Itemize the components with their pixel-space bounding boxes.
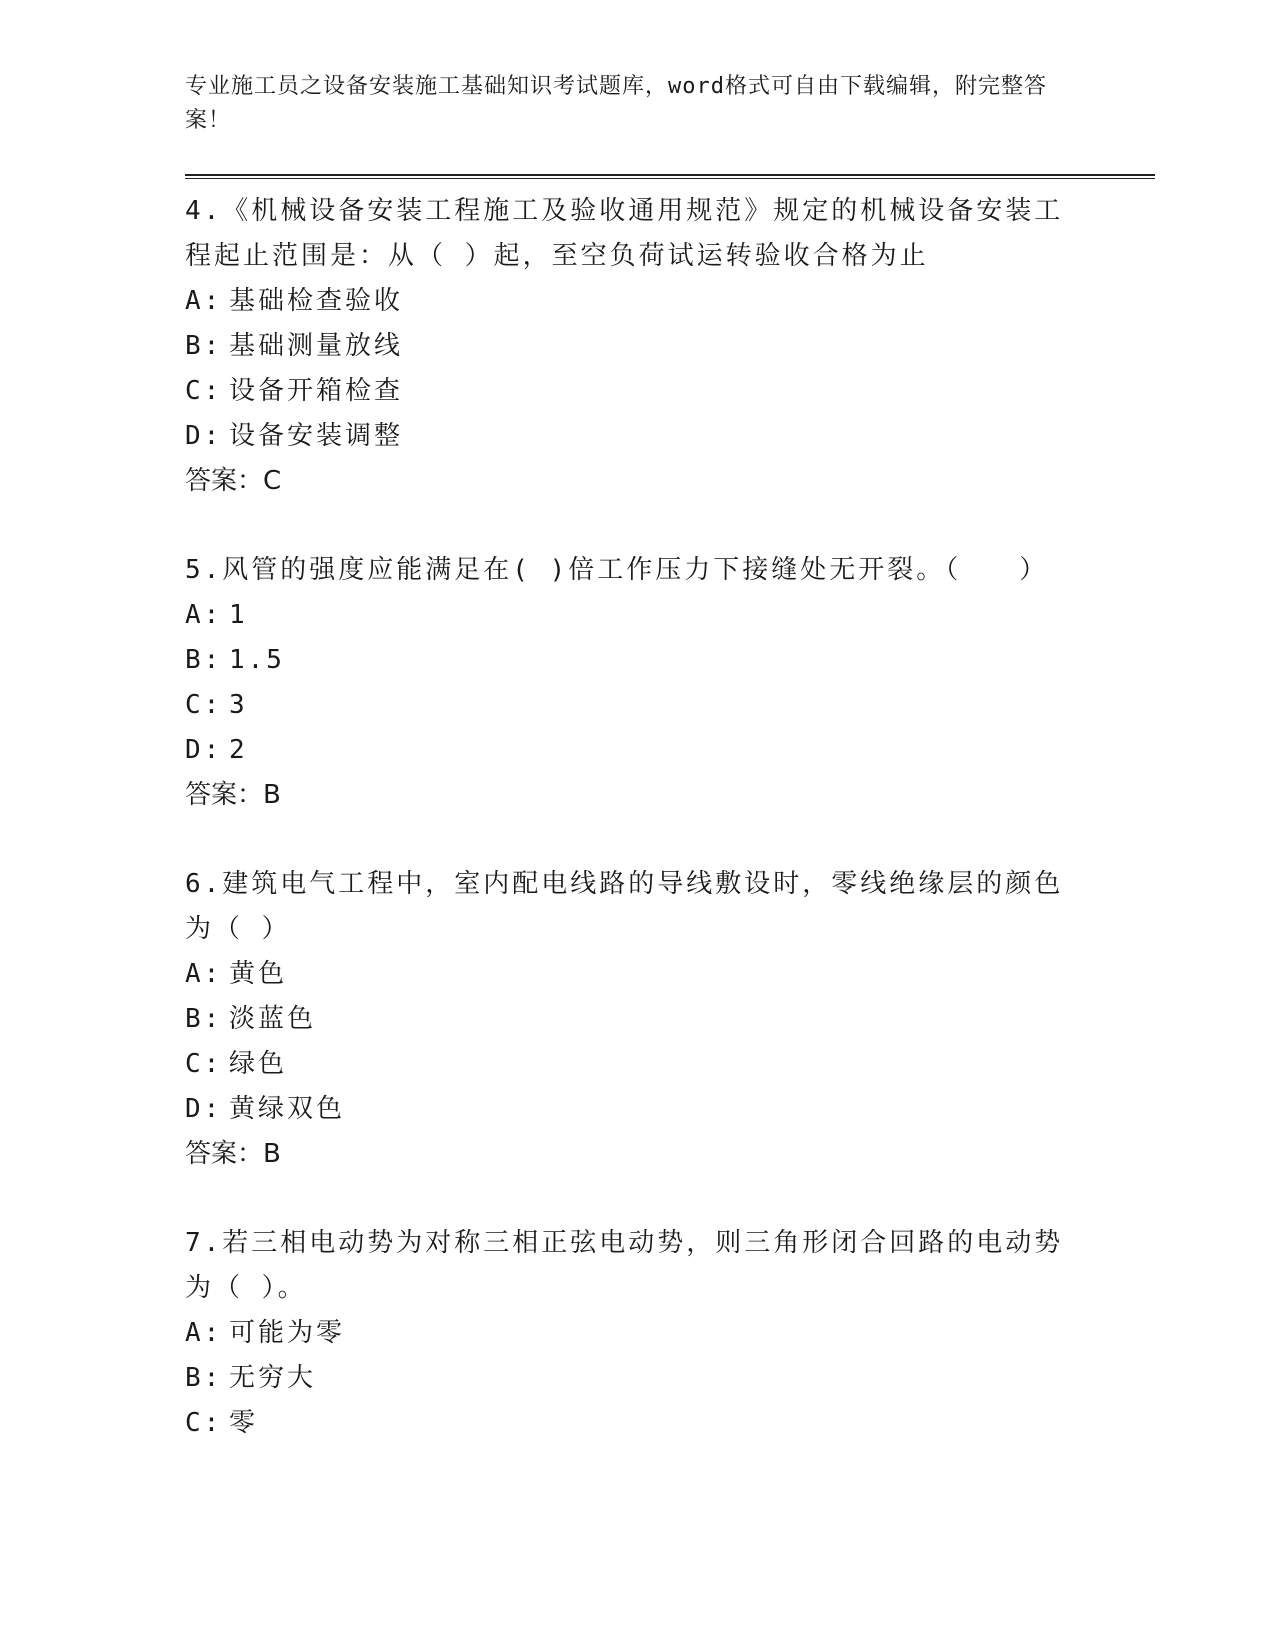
question-5 <box>185 548 1155 818</box>
question-text: 5.风管的强度应能满足在( )倍工作压力下接缝处无开裂。（ ） <box>185 555 1049 585</box>
option-letter: A: <box>185 600 223 630</box>
answer-line: 答案：B <box>185 1139 281 1169</box>
option-text: 1 <box>229 600 248 630</box>
option-text: 基础检查验收 <box>229 286 404 316</box>
document-header: 专业施工员之设备安装施工基础知识考试题库，word格式可自由下载编辑，附完整答案！ <box>185 74 1047 133</box>
answer-line: 答案：C <box>185 466 282 496</box>
option-letter: A: <box>185 959 223 989</box>
option-text: 设备开箱检查 <box>229 376 404 406</box>
question-4 <box>185 189 1155 504</box>
option-text: 零 <box>229 1408 259 1438</box>
option-text: 2 <box>229 735 248 765</box>
option-letter: A: <box>185 1318 223 1348</box>
question-text: 7.若三相电动势为对称三相正弦电动势，则三角形闭合回路的电动势为（ ）。 <box>185 1228 1064 1303</box>
header-divider <box>185 174 1155 179</box>
option-a <box>185 952 1155 997</box>
option-b <box>185 638 1155 683</box>
option-text: 1.5 <box>229 645 285 675</box>
option-letter: C: <box>185 1049 223 1079</box>
option-text: 3 <box>229 690 248 720</box>
option-b <box>185 1356 1155 1401</box>
option-text: 绿色 <box>229 1049 288 1079</box>
option-b <box>185 997 1155 1042</box>
question-text: 6.建筑电气工程中，室内配电线路的导线敷设时，零线绝缘层的颜色为（ ） <box>185 869 1064 944</box>
option-c <box>185 1401 1155 1446</box>
option-d <box>185 1087 1155 1132</box>
option-text: 黄绿双色 <box>229 1094 346 1124</box>
document-page <box>185 70 1155 1446</box>
option-a <box>185 279 1155 324</box>
option-letter: A: <box>185 286 223 316</box>
option-c <box>185 683 1155 728</box>
option-text: 黄色 <box>229 959 288 989</box>
option-letter: C: <box>185 690 223 720</box>
option-letter: B: <box>185 1363 223 1393</box>
option-letter: B: <box>185 645 223 675</box>
option-letter: D: <box>185 421 223 451</box>
option-letter: B: <box>185 331 223 361</box>
option-c <box>185 369 1155 414</box>
option-letter: C: <box>185 1408 223 1438</box>
option-text: 淡蓝色 <box>229 1004 317 1034</box>
option-text: 基础测量放线 <box>229 331 404 361</box>
answer-line: 答案：B <box>185 780 281 810</box>
option-text: 无穷大 <box>229 1363 317 1393</box>
option-d <box>185 728 1155 773</box>
option-c <box>185 1042 1155 1087</box>
option-letter: B: <box>185 1004 223 1034</box>
option-letter: D: <box>185 735 223 765</box>
question-text: 4.《机械设备安装工程施工及验收通用规范》规定的机械设备安装工程起止范围是：从（ ）起，至空负荷试运转验收合格为止 <box>185 196 1064 271</box>
option-d <box>185 414 1155 459</box>
option-b <box>185 324 1155 369</box>
question-6 <box>185 862 1155 1177</box>
option-letter: D: <box>185 1094 223 1124</box>
option-text: 可能为零 <box>229 1318 346 1348</box>
option-a <box>185 593 1155 638</box>
question-7 <box>185 1221 1155 1446</box>
option-letter: C: <box>185 376 223 406</box>
option-text: 设备安装调整 <box>229 421 404 451</box>
option-a <box>185 1311 1155 1356</box>
